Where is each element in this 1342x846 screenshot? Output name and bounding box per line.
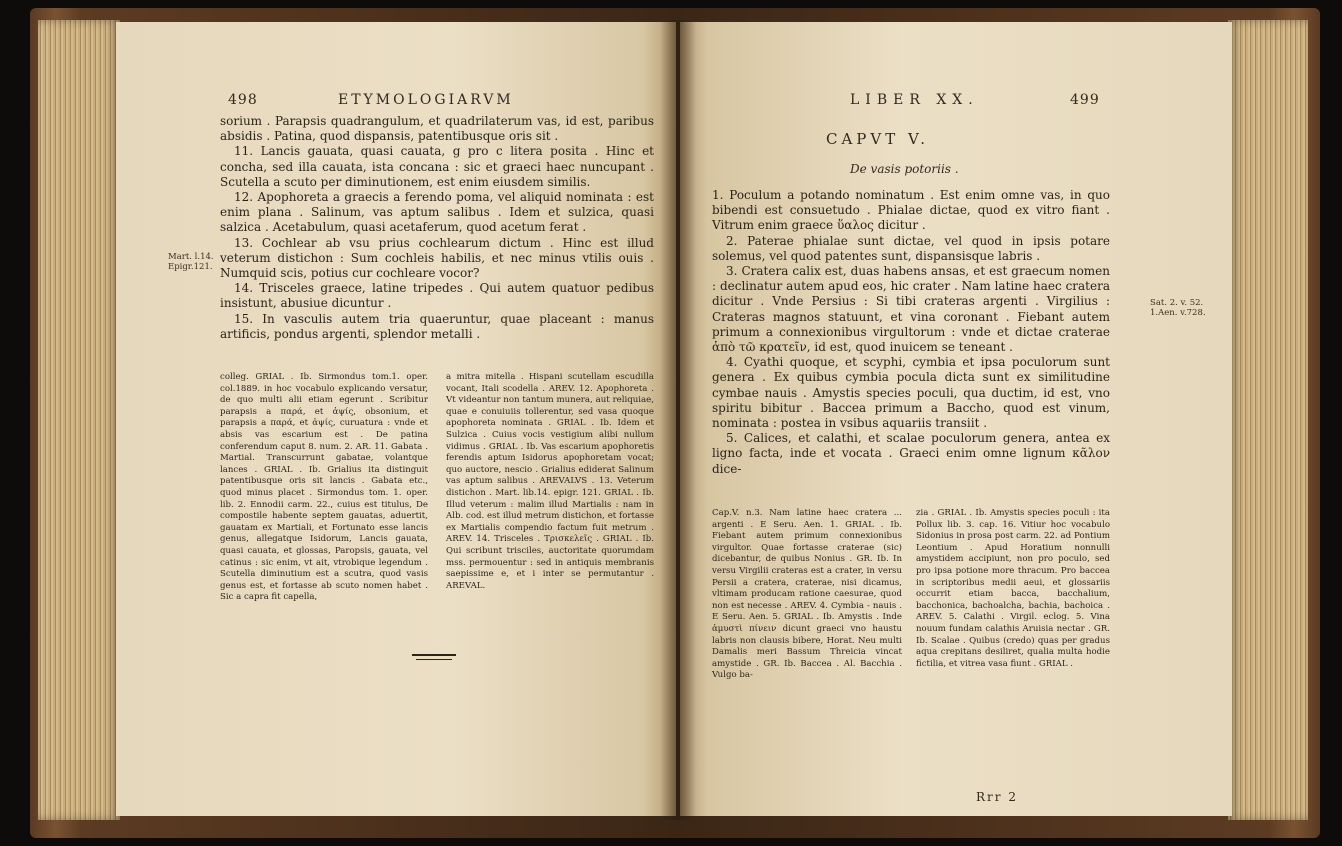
chapter-subtitle: De vasis potoriis . bbox=[850, 162, 959, 176]
signature-mark: Rrr 2 bbox=[976, 790, 1018, 804]
right-para-0: 1. Poculum a potando nominatum . Est enim omne vas, in quo bibendi est consuetudo . Phialae dictae, quod ex vitro fiant . Vitrum enim graece ὕαλος dicitur . bbox=[712, 188, 1110, 233]
left-body bbox=[220, 114, 654, 342]
right-notes-1-text: Cap.V. n.3. Nam latine haec cratera ... argenti . E Seru. Aen. 1. GRIAL . Ib. Fiebant autem primum connexionibus virgultor. Quae fortasse craterae (sic) dicebantur, de quibus Nonius . GR. Ib. In versu Virgilii crateras est a crater, in versu Persii a cratera, craterae, nisi dicamus, vltimam producam ratione caesurae, quod non est necesse . AREV. 4. Cymbia - nauis . E Seru. Aen. 5. GRIAL . Ib. Amystis . Inde ἀμυστὶ πίνειν dicunt graeci vno haustu labris non clausis bibere, Horat. Neu multi Damalis meri Bassum Threicia vincat amystide . GR. Ib. Baccea . Al. Bacchia . Vulgo ba- bbox=[712, 508, 902, 681]
right-margin-note: Sat. 2. v. 52. 1.Aen. v.728. bbox=[1150, 298, 1206, 318]
left-para-4: 14. Trisceles graece, latine tripedes . Qui autem quatuor pedibus insistunt, abusiue dicuntur . bbox=[220, 281, 654, 311]
right-para-2: 3. Cratera calix est, duas habens ansas, et est graecum nomen : declinatur autem apud eos, hic crater . Nam latine haec cratera dicitur . Vnde Persius : Si tibi crateras argenti . Virgilius : Crateras magnos statuunt, et vina coronant . Fiebant autem primum a connexionibus virgultorum : vnde et dictae craterae ἀπὸ τῶ κρατεῖν, id est, quod inuicem se teneant . bbox=[712, 264, 1110, 355]
left-running-head: ETYMOLOGIARVM bbox=[338, 92, 514, 108]
left-end-rule-2 bbox=[416, 659, 452, 660]
right-notes-2-text: zia . GRIAL . Ib. Amystis species poculi : ita Pollux lib. 3. cap. 16. Vitiur hoc vocabulo Sidonius in prosa post carm. 22. ad Pontium Leontium . Apud Horatium nonnulli amystidem accipiunt, non pro poculo, sed pro ipsa potione more thracum. Pro baccea in scriptoribus medii aeui, et glossariis occurrit etiam bacca, bacchalium, bacchonica, bachoalcha, bachia, bachoica . AREV. 5. Calathi . Virgil. eclog. 5. Vina nouum fundam calathis Aruisia nectar . GR. Ib. Scalae . Quibus (credo) quas per gradus aqua crepitans desiliret, qualia multa hodie fictilia, et vitrea vasa fiunt . GRIAL . bbox=[916, 508, 1110, 669]
right-page-number: 499 bbox=[1070, 92, 1100, 108]
left-page bbox=[116, 22, 676, 816]
right-notes-column-2 bbox=[916, 508, 1110, 670]
left-end-rule bbox=[412, 654, 456, 656]
gutter-shadow bbox=[660, 20, 696, 820]
left-notes-1-text: colleg. GRIAL . Ib. Sirmondus tom.1. oper. col.1889. in hoc vocabulo explicando versatur, de quo multi alii etiam egerunt . Scribitur parapsis a παρά, et ἀψίς, obsonium, et parapsis a παρά, et ἀψίς, curuatura : vnde et absis vas escarium est . De patina conferendum caput 8. num. 2. AR. 11. Gabata . Martial. Transcurrunt gabatae, volantque lances . GRIAL . Ib. Grialius ita distinguit patentibusque oris sit lancis . Gabata etc., quod minus placet . Sirmondus tom. 1. oper. lib. 2. Ennodii carm. 22., cuius est titulus, De compostile habente septem gauatas, aduertit, gauatam ex Martiali, et Fortunato esse lancis genus, allegatque Isidorum, Lancis gauata, quasi cauata, et glossas, Paropsis, gauata, vel catinus : sic enim, vt ait, vtrobique legendum . Scutella diminutium est a scutra, quod vasis genus est, et fortasse ab scuto nomen habet . Sic a capra fit capella, bbox=[220, 372, 428, 603]
left-notes-column-2 bbox=[446, 372, 654, 592]
right-page-edges bbox=[1228, 20, 1308, 820]
right-para-4: 5. Calices, et calathi, et scalae poculorum genera, antea ex ligno facta, inde et vocata . Graeci enim omne lignum κᾶλον dice- bbox=[712, 431, 1110, 476]
left-notes-column-1 bbox=[220, 372, 428, 604]
right-para-3: 4. Cyathi quoque, et scyphi, cymbia et ipsa poculorum sunt genera . Ex quibus cymbia pocula dicta sunt ex similitudine cymbae nauis . Amystis species poculi, qua ductim, id est, vno spiritu bibitur . Baccea primum a Baccho, quod est vinum, nominata : postea in vsibus aquariis transiit . bbox=[712, 355, 1110, 431]
left-page-number: 498 bbox=[228, 92, 258, 108]
right-page bbox=[680, 22, 1232, 816]
left-para-0: sorium . Parapsis quadrangulum, et quadrilaterum vas, id est, paribus absidis . Patina, quod dispansis, patentibusque oris sit . bbox=[220, 114, 654, 144]
left-para-5: 15. In vasculis autem tria quaeruntur, quae placeant : manus artificis, pondus argenti, splendor metalli . bbox=[220, 311, 654, 341]
chapter-title: CAPVT V. bbox=[826, 130, 929, 148]
right-para-1: 2. Paterae phialae sunt dictae, vel quod in ipsis potare solemus, vel quod patentes sunt, dispansisque labris . bbox=[712, 233, 1110, 263]
right-notes-column-1 bbox=[712, 508, 902, 682]
left-para-3: 13. Cochlear ab vsu prius cochlearum dictum . Hinc est illud veterum distichon : Sum cochleis habilis, et nec minus vtilis ouis . Numquid scis, potius cur cochleare vocor? bbox=[220, 235, 654, 281]
left-notes-2-text: a mitra mitella . Hispani scutellam escudilla vocant, Itali scodella . AREV. 12. Apophoreta . Vt videantur non tantum munera, aut reliquiae, quae e conuiuiis tollerentur, sed vasa quoque apophoreta nominata . GRIAL . Ib. Idem et Sulzica . Cuius vocis vestigium alibi nullum vidimus . GRIAL . Ib. Vas escarium apophoretis ferendis aptum Isidorus apophoretam vocat; quo auctore, nescio . Grialius ediderat Salinum vas aptum salibus . AREVALVS . 13. Veterum distichon . Mart. lib.14. epigr. 121. GRIAL . Ib. Illud veterum : malim illud Martialis : nam in Alb. cod. est illud metrum distichon, et fortasse ex Martialis compendio factum fuit metrum . AREV. 14. Trisceles . Τρισκελεῖς . GRIAL . Ib. Qui scribunt trisciles, auctoritate quorumdam mss. permouentur : sed in antiquis membranis saepissime e, et i inter se permutantur . AREVAL. bbox=[446, 372, 654, 591]
left-para-1: 11. Lancis gauata, quasi cauata, g pro c litera posita . Hinc et concha, sed illa cauata, ista concana : sic et graeci haec nuncupant . Scutella a scuto per diminutionem, est enim eiusdem similis. bbox=[220, 144, 654, 189]
left-page-edges bbox=[38, 20, 120, 820]
right-body bbox=[712, 188, 1110, 477]
left-margin-note: Mart. l.14. Epigr.121. bbox=[168, 252, 214, 272]
left-para-2: 12. Apophoreta a graecis a ferendo poma, vel aliquid nominata : est enim plana . Salinum, vas aptum salibus . Idem et sulzica, quasi salzica . Acetabulum, quasi acetaferum, quod acetum ferat . bbox=[220, 190, 654, 235]
right-running-head: LIBER XX. bbox=[850, 92, 979, 108]
